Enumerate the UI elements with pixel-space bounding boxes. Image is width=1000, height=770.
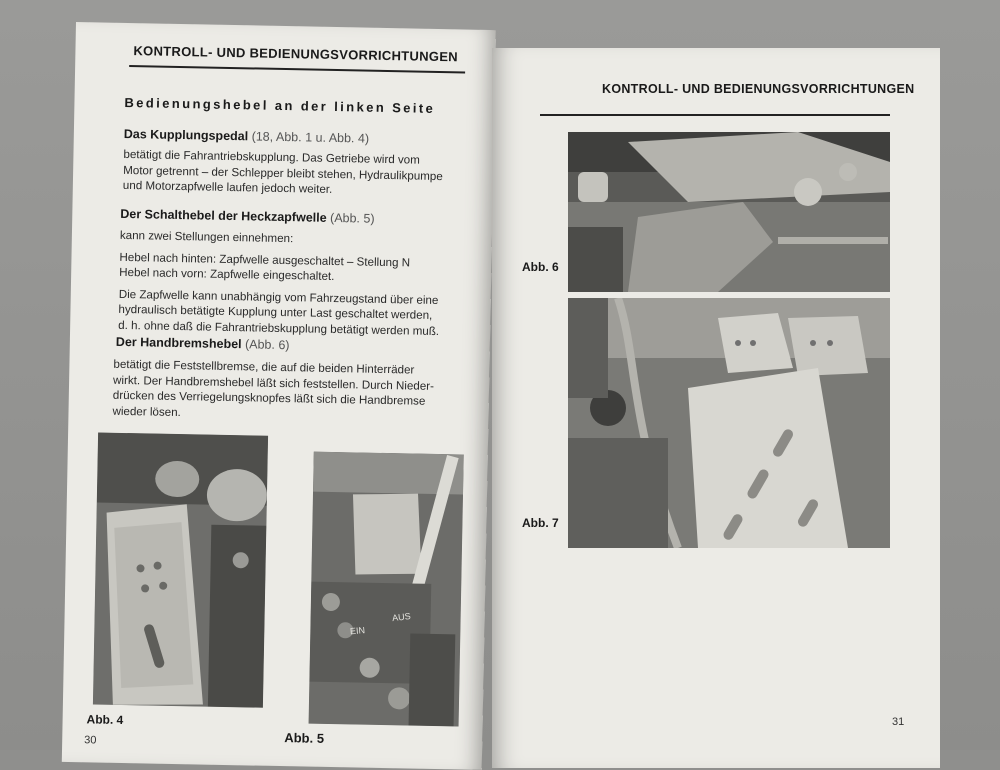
right-page-header: KONTROLL- UND BEDIENUNGSVORRICHTUNGEN	[602, 82, 915, 96]
text-line: wieder lösen.	[112, 404, 181, 419]
item-title: Der Handbremshebel	[115, 334, 242, 352]
text-line: d. h. ohne daß die Fahrantriebskupplung betätigt werden muß.	[118, 318, 440, 338]
photo-abb7-drawing	[568, 298, 890, 548]
caption-abb4: Abb. 4	[86, 712, 124, 728]
page-number-left: 30	[84, 734, 97, 747]
item-ref: (Abb. 5)	[329, 210, 375, 226]
caption-abb7: Abb. 7	[522, 516, 559, 530]
caption-abb6: Abb. 6	[522, 260, 559, 274]
text-line: hydraulisch betätigte Kupplung unter Last geschaltet werden,	[118, 302, 433, 322]
item-heading-handbremshebel	[116, 335, 290, 352]
photo-abb5-drawing	[309, 452, 464, 727]
item-title: Der Schalthebel der Heckzapfwelle	[120, 206, 327, 225]
caption-abb5: Abb. 5	[284, 730, 325, 746]
page-number-right: 31	[892, 716, 905, 728]
left-page-header: KONTROLL- UND BEDIENUNGSVORRICHTUNGEN	[133, 43, 459, 65]
text-line: Die Zapfwelle kann unabhängig vom Fahrzeugstand über eine	[118, 287, 439, 307]
text-line: betätigt die Fahrantriebskupplung. Das Getriebe wird vom	[123, 147, 420, 167]
right-page	[492, 48, 940, 768]
left-page	[62, 22, 496, 770]
item-body-kupplungspedal	[123, 147, 494, 201]
item-body-schalthebel	[118, 228, 490, 340]
section-title: Bedienungshebel an der linken Seite	[124, 94, 436, 116]
item-heading-schalthebel	[120, 207, 375, 226]
item-title: Das Kupplungspedal	[123, 126, 249, 144]
right-header-rule	[540, 114, 890, 116]
photo-abb6	[568, 132, 890, 292]
item-ref: (Abb. 6)	[244, 337, 290, 353]
photo-abb6-drawing	[568, 132, 890, 292]
text-line: und Motorzapfwelle laufen jedoch weiter.	[122, 178, 333, 196]
text-line: kann zwei Stellungen einnehmen:	[119, 228, 294, 246]
stamp-aus: AUS	[391, 611, 412, 624]
stamp-ein: EIN	[349, 625, 366, 637]
item-ref: (18, Abb. 1 u. Abb. 4)	[251, 129, 370, 146]
photo-abb4	[93, 433, 268, 708]
text-line: betätigt die Feststellbremse, die auf die beiden Hinterräder	[113, 357, 415, 377]
text-line: Motor getrennt – der Schlepper bleibt stehen, Hydraulikpumpe	[123, 163, 443, 183]
item-body-handbremshebel	[112, 357, 483, 426]
photo-abb5	[309, 452, 464, 727]
text-line: drücken des Verriegelungsknopfes läßt sich die Handbremse	[112, 388, 426, 408]
photo-abb7	[568, 298, 890, 548]
text-line: wirkt. Der Handbremshebel läßt sich feststellen. Durch Nieder-	[113, 373, 435, 393]
text-line: Hebel nach hinten: Zapfwelle ausgeschaltet – Stellung N	[119, 250, 411, 269]
photo-abb4-drawing	[93, 433, 268, 708]
text-line: Hebel nach vorn: Zapfwelle eingeschaltet.	[119, 265, 335, 284]
item-heading-kupplungspedal	[124, 127, 369, 146]
left-header-rule	[129, 65, 465, 73]
